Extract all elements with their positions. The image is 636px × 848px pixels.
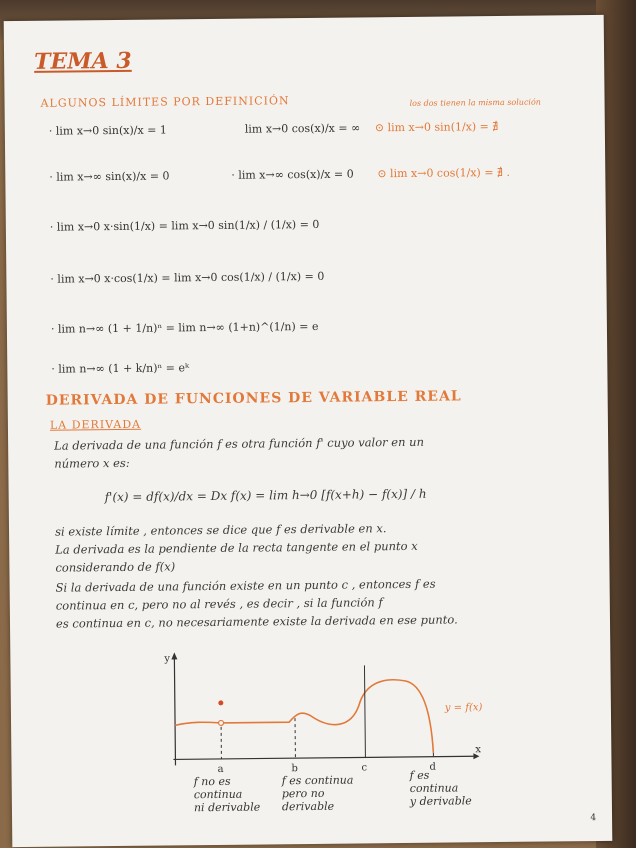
paragraph-3-line-2: continua en c, pero no al revés , es decir , si la función f — [55, 595, 383, 613]
curve-label: y = f(x) — [444, 702, 483, 714]
caption-d — [410, 768, 472, 808]
x-axis — [173, 756, 473, 759]
paragraph-2-line-3: considerando de f(x) — [55, 559, 176, 575]
caption-b-line-2: pero no — [281, 786, 325, 801]
subheading-la-derivada: LA DERIVADA — [49, 417, 142, 432]
caption-d-line-3: y derivable — [409, 794, 472, 808]
x-axis-label: x — [475, 744, 482, 756]
caption-a-line-1: f no es — [193, 774, 231, 789]
section-heading-limits: ALGUNOS LÍMITES POR DEFINICIÓN — [40, 94, 290, 110]
derivative-formula: f'(x) = df(x)/dx = Dx f(x) = lim h→0 [f(x+h) − f(x)] / h — [104, 486, 427, 505]
y-axis-arrow — [171, 652, 177, 659]
caption-a-line-2: continua — [193, 787, 243, 802]
tick-c: c — [361, 762, 368, 774]
y-axis — [174, 657, 175, 765]
caption-d-line-2: continua — [409, 781, 459, 795]
tick-b: b — [291, 763, 298, 775]
function-curve — [175, 679, 434, 755]
section-heading-derivative: DERIVADA DE FUNCIONES DE VARIABLE REAL — [45, 388, 462, 409]
hole-at-a — [219, 720, 224, 725]
caption-d-line-1: f es — [409, 768, 430, 782]
side-note: los dos tienen la misma solución — [409, 97, 541, 108]
paragraph-3-line-3: es continua en c, no necesariamente existe la derivada en ese punto. — [55, 612, 458, 631]
limit-row-3: · lim x→0 x·sin(1/x) = lim x→0 sin(1/x) / (1/x) = 0 — [49, 217, 320, 234]
caption-a-line-3: ni derivable — [193, 800, 261, 815]
paragraph-1-line-1: La derivada de una función f es otra función f' cuyo valor en un — [54, 434, 425, 453]
limit-row-1-third: ⊙ lim x→0 sin(1/x) = ∄ — [374, 119, 499, 135]
paragraph-2-line-2: La derivada es la pendiente de la recta tangente en el punto x — [55, 538, 418, 557]
y-axis-label: y — [164, 653, 171, 665]
tick-d: d — [429, 761, 436, 773]
limit-row-2-left: · lim x→∞ sin(x)/x = 0 — [49, 169, 170, 184]
paragraph-3-line-1: Si la derivada de una función existe en un punto c , entonces f es — [55, 576, 436, 595]
limit-row-5: · lim n→∞ (1 + 1/n)ⁿ = lim n→∞ (1+n)^(1/n) = e — [50, 319, 319, 336]
caption-b-line-1: f es continua — [281, 773, 354, 788]
caption-b-line-3: derivable — [281, 799, 335, 814]
limit-row-4: · lim x→0 x·cos(1/x) = lim x→0 cos(1/x) / (1/x) = 0 — [50, 269, 325, 286]
limit-row-1-right: lim x→0 cos(x)/x = ∞ — [244, 121, 361, 136]
point-at-a — [218, 700, 223, 705]
limit-row-6: · lim n→∞ (1 + k/n)ⁿ = eᵏ — [51, 361, 190, 376]
limit-row-1-left: · lim x→0 sin(x)/x = 1 — [48, 123, 167, 138]
guide-c — [364, 665, 365, 757]
caption-a — [194, 775, 261, 815]
page-title: TEMA 3 — [33, 47, 132, 75]
limit-row-2-third: ⊙ lim x→0 cos(1/x) = ∄ . — [377, 165, 511, 181]
page-number: 4 — [590, 813, 597, 824]
paragraph-1-line-2: número x es: — [54, 455, 130, 471]
paragraph-2-line-1: si existe límite , entonces se dice que f es derivable en x. — [54, 521, 387, 539]
notebook-page — [4, 15, 613, 847]
caption-b — [282, 774, 354, 814]
tick-a: a — [217, 763, 224, 775]
limit-row-2-right: · lim x→∞ cos(x)/x = 0 — [231, 167, 354, 182]
